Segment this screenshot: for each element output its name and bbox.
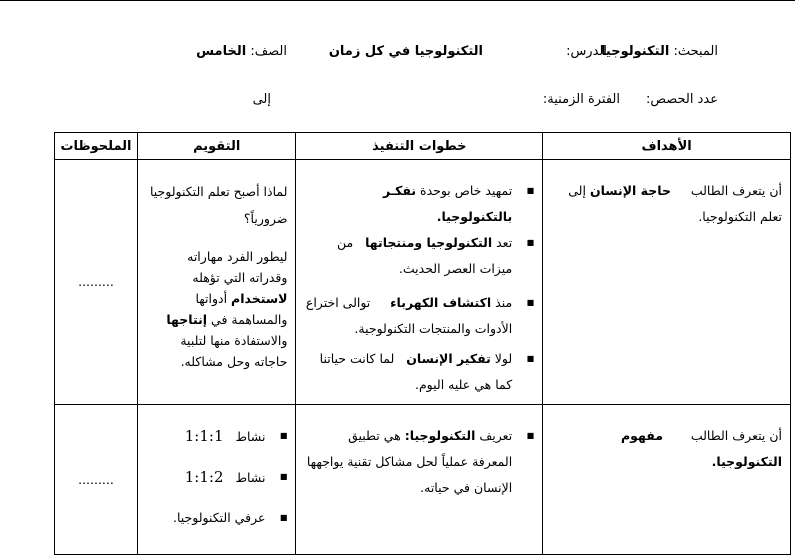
evaluation-cell	[137, 160, 295, 405]
grade-value: الخامس	[196, 44, 247, 59]
subject-value: التكنولوجيا	[601, 44, 670, 59]
goal-cell: أن يتعرف الطالب مفهوم التكنولوجيا.	[543, 405, 791, 555]
list-item: ■ نشاط 1:1:1	[146, 423, 287, 450]
notes-cell: .........	[55, 160, 138, 405]
steps-list	[304, 423, 534, 501]
subject-label: المبحث:	[673, 44, 718, 59]
table-row	[55, 160, 791, 405]
evaluation-cell	[137, 405, 295, 555]
steps-list	[304, 178, 534, 398]
header-steps: خطوات التنفيذ	[296, 133, 543, 160]
goal-keyword: حاجة الإنسان	[589, 183, 671, 198]
list-item: ■ نشاط 1:1:2	[146, 464, 287, 491]
lesson-label: الدرس:	[566, 44, 607, 59]
table-row	[55, 405, 791, 555]
list-item: ■ عرفي التكنولوجيا.	[146, 505, 287, 531]
list-item: ■ تعد التكنولوجيا ومنتجاتها من ميزات العصر الحديث.	[304, 230, 534, 282]
to-label: إلى	[252, 92, 271, 107]
steps-cell	[296, 405, 543, 555]
steps-cell	[296, 160, 543, 405]
list-item: ■ منذ اكتشاف الكهرباء توالى اختراع الأدوات والمنتجات التكنولوجية.	[304, 290, 534, 342]
list-item: ■ تعريف التكنولوجيا: هي تطبيق المعرفة عملياً لحل مشاكل تقنية يواجهها الإنسان في حياته.	[304, 423, 534, 501]
grade-field	[196, 44, 287, 59]
table-header-row	[55, 133, 791, 160]
notes-cell: .........	[55, 405, 138, 555]
grade-label: الصف:	[250, 44, 287, 59]
timeframe-label: الفترة الزمنية:	[542, 92, 620, 107]
evaluation-question: لماذا أصبح تعلم التكنولوجيا ضرورياً؟	[149, 184, 288, 226]
subject-field	[601, 44, 718, 59]
header-evaluation: التقويم	[137, 133, 295, 160]
periods-label: عدد الحصص:	[645, 92, 718, 107]
goal-cell: أن يتعرف الطالب حاجة الإنسان إلى تعلم التكنولوجيا.	[543, 160, 791, 405]
goal-keyword: مفهوم التكنولوجيا.	[621, 428, 782, 469]
list-item: ■ تمهيد خاص بوحدة نفكـر بالتكنولوجيا.	[304, 178, 534, 230]
header-goals: الأهداف	[543, 133, 791, 160]
lesson-value: التكنولوجيا في كل زمان	[328, 44, 483, 59]
lesson-plan-table	[54, 132, 791, 555]
list-item: ■ لولا تفكير الإنسان لما كانت حياتنا كما هي عليه اليوم.	[304, 346, 534, 398]
header-notes: الملحوظات	[55, 133, 138, 160]
evaluation-answer: ليطور الفرد مهاراته وقدراته التي تؤهله لاستخدام أدواتها والمساهمة في إنتاجها والاستفادة منها لتلبية حاجاته وحل مشاكله.	[166, 249, 288, 369]
evaluation-list	[146, 423, 287, 531]
